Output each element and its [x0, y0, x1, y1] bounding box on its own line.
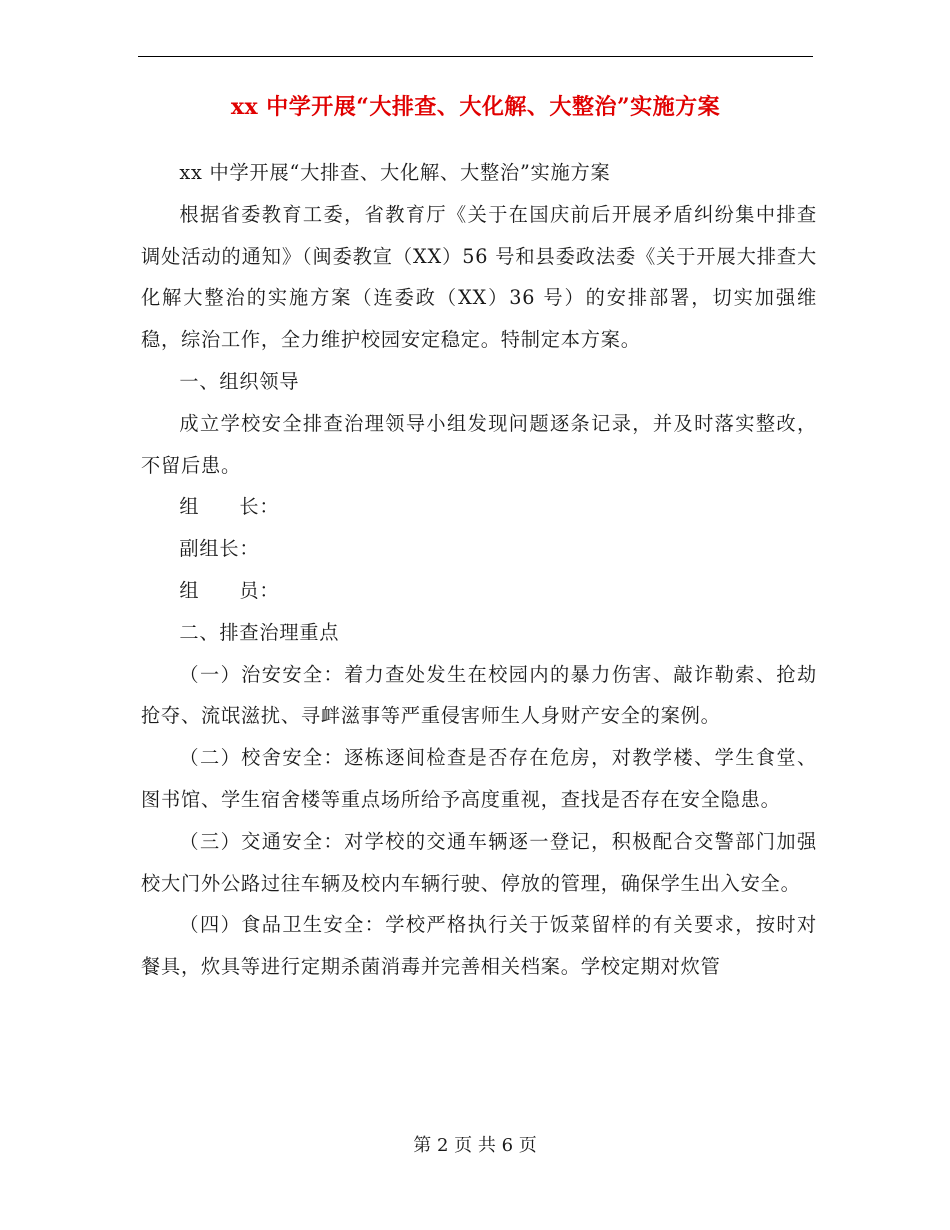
section-heading-key-points: 二、排查治理重点 — [179, 620, 340, 644]
paragraph-building-safety: （二）校舍安全：逐栋逐间检查是否存在危房，对教学楼、学生食堂、图书馆、学生宿舍楼等重点场所给予高度重视，查找是否存在安全隐患。 — [141, 746, 817, 811]
section-heading-organization: 一、组织领导 — [179, 369, 300, 393]
paragraph-food-safety: （四）食品卫生安全：学校严格执行关于饭菜留样的有关要求，按时对餐具，炊具等进行定期杀菌消毒并完善相关档案。学校定期对炊管 — [141, 913, 817, 979]
role-leader: 组 长： — [179, 495, 280, 519]
paragraph-traffic-safety: （三）交通安全：对学校的交通车辆逐一登记，积极配合交警部门加强校大门外公路过往车辆及校内车辆行驶、停放的管理，确保学生出入安全。 — [141, 829, 817, 895]
document-title: xx 中学开展“大排查、大化解、大整治”实施方案 — [230, 94, 721, 120]
page-number: 第 2 页 共 6 页 — [413, 1135, 537, 1156]
role-members: 组 员： — [179, 578, 280, 602]
paragraph-public-security: （一）治安安全：着力查处发生在校园内的暴力伤害、敲诈勒索、抢劫抢夺、流氓滋扰、寻衅滋事等严重侵害师生人身财产安全的案例。 — [141, 662, 817, 728]
paragraph-intro: 根据省委教育工委，省教育厅《关于在国庆前后开展矛盾纠纷集中排查调处活动的通知》（闽委教宣（XX）56 号和县委政法委《关于开展大排查大化解大整治的实施方案（连委政（XX）36 号）的安排部署，切实加强维稳，综治工作，全力维护校园安定稳定。特制定本方案。 — [141, 202, 817, 352]
document-body — [141, 152, 817, 988]
role-deputy-leader: 副组长： — [179, 537, 260, 561]
paragraph-subtitle: xx 中学开展“大排查、大化解、大整治”实施方案 — [179, 161, 611, 184]
paragraph-organization: 成立学校安全排查治理领导小组发现问题逐条记录，并及时落实整改，不留后患。 — [141, 411, 817, 477]
header-rule — [138, 56, 813, 57]
